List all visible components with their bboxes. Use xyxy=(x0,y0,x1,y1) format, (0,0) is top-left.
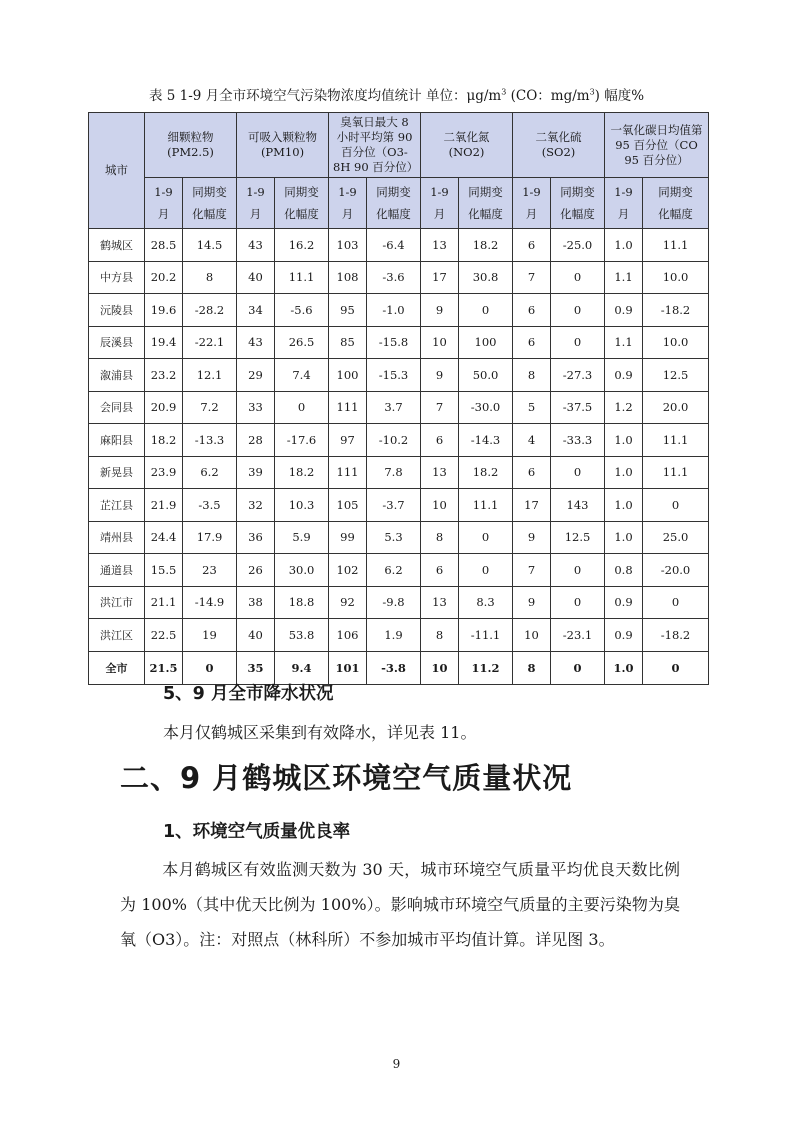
value-cell: 10 xyxy=(421,326,459,359)
value-cell: -23.1 xyxy=(551,619,605,652)
value-cell: 6 xyxy=(421,424,459,457)
value-cell: 1.9 xyxy=(367,619,421,652)
value-cell: 0 xyxy=(643,586,709,619)
value-cell: 102 xyxy=(329,554,367,587)
value-cell: 26.5 xyxy=(275,326,329,359)
value-cell: 0 xyxy=(551,294,605,327)
value-cell: -1.0 xyxy=(367,294,421,327)
value-cell: 6 xyxy=(513,326,551,359)
value-cell: -3.5 xyxy=(183,489,237,522)
value-cell: 30.8 xyxy=(459,261,513,294)
value-cell: 21.9 xyxy=(145,489,183,522)
value-cell: 11.2 xyxy=(459,651,513,684)
value-cell: 0 xyxy=(183,651,237,684)
value-cell: 1.0 xyxy=(605,229,643,262)
city-name-cell: 全市 xyxy=(89,651,145,684)
city-name-cell: 鹤城区 xyxy=(89,229,145,262)
value-cell: 29 xyxy=(237,359,275,392)
value-cell: 1.2 xyxy=(605,391,643,424)
city-name-cell: 洪江区 xyxy=(89,619,145,652)
city-name-cell: 麻阳县 xyxy=(89,424,145,457)
value-cell: 18.2 xyxy=(145,424,183,457)
value-cell: 20.0 xyxy=(643,391,709,424)
table-row xyxy=(89,261,709,294)
subheader-change: 同期变 化幅度 xyxy=(367,178,421,229)
group-header-co: 一氧化碳日均值第 95 百分位（CO 95 百分位） xyxy=(605,113,709,178)
value-cell: 40 xyxy=(237,619,275,652)
value-cell: 7 xyxy=(513,261,551,294)
value-cell: -3.8 xyxy=(367,651,421,684)
value-cell: 0 xyxy=(551,586,605,619)
city-name-cell: 新晃县 xyxy=(89,456,145,489)
value-cell: 23.2 xyxy=(145,359,183,392)
subheader-change: 同期变 化幅度 xyxy=(183,178,237,229)
subheader-month: 1-9 月 xyxy=(421,178,459,229)
value-cell: 26 xyxy=(237,554,275,587)
value-cell: 92 xyxy=(329,586,367,619)
value-cell: 6 xyxy=(513,456,551,489)
value-cell: 0.9 xyxy=(605,359,643,392)
pollutant-table xyxy=(88,112,709,685)
value-cell: 0.9 xyxy=(605,294,643,327)
value-cell: 97 xyxy=(329,424,367,457)
value-cell: 6.2 xyxy=(183,456,237,489)
value-cell: 1.1 xyxy=(605,326,643,359)
value-cell: 0 xyxy=(275,391,329,424)
value-cell: 40 xyxy=(237,261,275,294)
value-cell: -11.1 xyxy=(459,619,513,652)
value-cell: 43 xyxy=(237,229,275,262)
value-cell: -37.5 xyxy=(551,391,605,424)
value-cell: -13.3 xyxy=(183,424,237,457)
subheader-month: 1-9 月 xyxy=(513,178,551,229)
value-cell: 1.1 xyxy=(605,261,643,294)
value-cell: 25.0 xyxy=(643,521,709,554)
value-cell: 17 xyxy=(421,261,459,294)
table-row xyxy=(89,456,709,489)
subheader-month: 1-9 月 xyxy=(237,178,275,229)
table-row xyxy=(89,294,709,327)
value-cell: -5.6 xyxy=(275,294,329,327)
value-cell: 38 xyxy=(237,586,275,619)
value-cell: -14.9 xyxy=(183,586,237,619)
city-name-cell: 沅陵县 xyxy=(89,294,145,327)
table-row xyxy=(89,554,709,587)
value-cell: 8 xyxy=(183,261,237,294)
value-cell: 3.7 xyxy=(367,391,421,424)
city-name-cell: 辰溪县 xyxy=(89,326,145,359)
value-cell: 6.2 xyxy=(367,554,421,587)
page-number: 9 xyxy=(392,1057,401,1071)
value-cell: 105 xyxy=(329,489,367,522)
value-cell: 39 xyxy=(237,456,275,489)
city-name-cell: 洪江市 xyxy=(89,586,145,619)
value-cell: 16.2 xyxy=(275,229,329,262)
value-cell: -20.0 xyxy=(643,554,709,587)
value-cell: 14.5 xyxy=(183,229,237,262)
value-cell: -17.6 xyxy=(275,424,329,457)
value-cell: 9 xyxy=(513,586,551,619)
value-cell: 100 xyxy=(329,359,367,392)
value-cell: 10 xyxy=(421,651,459,684)
value-cell: 34 xyxy=(237,294,275,327)
value-cell: 0 xyxy=(643,651,709,684)
group-header-pm10: 可吸入颗粒物 (PM10) xyxy=(237,113,329,178)
value-cell: 1.0 xyxy=(605,489,643,522)
subheader-month: 1-9 月 xyxy=(329,178,367,229)
value-cell: -30.0 xyxy=(459,391,513,424)
value-cell: 8 xyxy=(513,359,551,392)
value-cell: 4 xyxy=(513,424,551,457)
value-cell: 10 xyxy=(513,619,551,652)
value-cell: 19 xyxy=(183,619,237,652)
value-cell: 53.8 xyxy=(275,619,329,652)
value-cell: 108 xyxy=(329,261,367,294)
value-cell: 1.0 xyxy=(605,521,643,554)
value-cell: 28 xyxy=(237,424,275,457)
value-cell: 0.8 xyxy=(605,554,643,587)
value-cell: 7.4 xyxy=(275,359,329,392)
value-cell: 11.1 xyxy=(275,261,329,294)
value-cell: 7 xyxy=(421,391,459,424)
subheader-change: 同期变 化幅度 xyxy=(643,178,709,229)
value-cell: 143 xyxy=(551,489,605,522)
table-body xyxy=(89,229,709,685)
subheader-change: 同期变 化幅度 xyxy=(275,178,329,229)
value-cell: 0 xyxy=(551,326,605,359)
value-cell: 20.9 xyxy=(145,391,183,424)
subheader-month: 1-9 月 xyxy=(145,178,183,229)
value-cell: 23 xyxy=(183,554,237,587)
value-cell: 1.0 xyxy=(605,456,643,489)
value-cell: -10.2 xyxy=(367,424,421,457)
value-cell: 0.9 xyxy=(605,586,643,619)
value-cell: 10.3 xyxy=(275,489,329,522)
value-cell: -27.3 xyxy=(551,359,605,392)
value-cell: 0 xyxy=(551,261,605,294)
value-cell: 17.9 xyxy=(183,521,237,554)
value-cell: -33.3 xyxy=(551,424,605,457)
value-cell: 32 xyxy=(237,489,275,522)
city-name-cell: 芷江县 xyxy=(89,489,145,522)
value-cell: 19.4 xyxy=(145,326,183,359)
value-cell: 13 xyxy=(421,456,459,489)
value-cell: 111 xyxy=(329,391,367,424)
subheader-change: 同期变 化幅度 xyxy=(551,178,605,229)
value-cell: 1.0 xyxy=(605,424,643,457)
value-cell: 0 xyxy=(551,456,605,489)
value-cell: 5 xyxy=(513,391,551,424)
value-cell: -28.2 xyxy=(183,294,237,327)
city-name-cell: 靖州县 xyxy=(89,521,145,554)
value-cell: 9 xyxy=(513,521,551,554)
value-cell: 6 xyxy=(513,229,551,262)
value-cell: 85 xyxy=(329,326,367,359)
city-name-cell: 中方县 xyxy=(89,261,145,294)
value-cell: 106 xyxy=(329,619,367,652)
value-cell: 18.2 xyxy=(459,229,513,262)
value-cell: 21.5 xyxy=(145,651,183,684)
value-cell: -15.3 xyxy=(367,359,421,392)
value-cell: 10.0 xyxy=(643,261,709,294)
table-row xyxy=(89,359,709,392)
value-cell: -14.3 xyxy=(459,424,513,457)
body-paragraph: 本月鹤城区有效监测天数为 30 天，城市环境空气质量平均优良天数比例为 100%（其中优天比例为 100%）。影响城市环境空气质量的主要污染物为臭氧（O3）。注：对照点（林科所）不参加城市平均值计算。详见图 3。 xyxy=(120,860,680,949)
table-row xyxy=(89,619,709,652)
subheader-month: 1-9 月 xyxy=(605,178,643,229)
value-cell: 18.2 xyxy=(275,456,329,489)
value-cell: 18.2 xyxy=(459,456,513,489)
value-cell: 8 xyxy=(421,521,459,554)
value-cell: 0 xyxy=(459,554,513,587)
value-cell: 12.5 xyxy=(643,359,709,392)
value-cell: 0 xyxy=(459,294,513,327)
value-cell: 9 xyxy=(421,359,459,392)
city-name-cell: 通道县 xyxy=(89,554,145,587)
value-cell: 35 xyxy=(237,651,275,684)
value-cell: 30.0 xyxy=(275,554,329,587)
value-cell: -3.6 xyxy=(367,261,421,294)
value-cell: 50.0 xyxy=(459,359,513,392)
value-cell: 6 xyxy=(513,294,551,327)
value-cell: 7.2 xyxy=(183,391,237,424)
table-row xyxy=(89,424,709,457)
table-row xyxy=(89,391,709,424)
value-cell: 0.9 xyxy=(605,619,643,652)
value-cell: 22.5 xyxy=(145,619,183,652)
value-cell: 5.3 xyxy=(367,521,421,554)
value-cell: 0 xyxy=(459,521,513,554)
value-cell: 13 xyxy=(421,229,459,262)
value-cell: 23.9 xyxy=(145,456,183,489)
table-row xyxy=(89,489,709,522)
value-cell: 111 xyxy=(329,456,367,489)
subheader-row xyxy=(89,178,709,229)
value-cell: 0 xyxy=(551,554,605,587)
value-cell: -18.2 xyxy=(643,294,709,327)
value-cell: 12.5 xyxy=(551,521,605,554)
group-header-so2: 二氧化硫 (SO2) xyxy=(513,113,605,178)
value-cell: 9 xyxy=(421,294,459,327)
value-cell: 15.5 xyxy=(145,554,183,587)
value-cell: 10 xyxy=(421,489,459,522)
chapter-2-heading: 二、9 月鹤城区环境空气质量状况 xyxy=(120,761,573,795)
value-cell: 19.6 xyxy=(145,294,183,327)
group-header-no2: 二氧化氮 (NO2) xyxy=(421,113,513,178)
value-cell: 11.1 xyxy=(643,424,709,457)
value-cell: 21.1 xyxy=(145,586,183,619)
value-cell: 9.4 xyxy=(275,651,329,684)
value-cell: 103 xyxy=(329,229,367,262)
value-cell: 24.4 xyxy=(145,521,183,554)
value-cell: 11.1 xyxy=(459,489,513,522)
value-cell: 17 xyxy=(513,489,551,522)
group-header-o3: 臭氧日最大 8 小时平均第 90 百分位（O3-8H 90 百分位） xyxy=(329,113,421,178)
value-cell: -15.8 xyxy=(367,326,421,359)
value-cell: 8 xyxy=(421,619,459,652)
table-row xyxy=(89,229,709,262)
value-cell: 5.9 xyxy=(275,521,329,554)
value-cell: 100 xyxy=(459,326,513,359)
value-cell: 13 xyxy=(421,586,459,619)
value-cell: 43 xyxy=(237,326,275,359)
value-cell: 1.0 xyxy=(605,651,643,684)
city-name-cell: 会同县 xyxy=(89,391,145,424)
city-header: 城市 xyxy=(89,113,145,229)
value-cell: 33 xyxy=(237,391,275,424)
value-cell: 36 xyxy=(237,521,275,554)
value-cell: 11.1 xyxy=(643,456,709,489)
value-cell: 99 xyxy=(329,521,367,554)
section-5-text: 本月仅鹤城区采集到有效降水，详见表 11。 xyxy=(163,723,477,742)
value-cell: 6 xyxy=(421,554,459,587)
value-cell: 18.8 xyxy=(275,586,329,619)
value-cell: -6.4 xyxy=(367,229,421,262)
table-row xyxy=(89,521,709,554)
table-row xyxy=(89,586,709,619)
subheader-change: 同期变 化幅度 xyxy=(459,178,513,229)
value-cell: 10.0 xyxy=(643,326,709,359)
table-caption: 表 5 1-9 月全市环境空气污染物浓度均值统计 单位：$\mu g/m^3$ (CO：$mg/m^3$) 幅度% xyxy=(148,87,645,104)
section-5-heading: 5、9 月全市降水状况 xyxy=(163,684,334,704)
value-cell: 7.8 xyxy=(367,456,421,489)
value-cell: -22.1 xyxy=(183,326,237,359)
value-cell: 8.3 xyxy=(459,586,513,619)
value-cell: 0 xyxy=(643,489,709,522)
section-1-heading: 1、环境空气质量优良率 xyxy=(163,822,351,842)
value-cell: 0 xyxy=(551,651,605,684)
value-cell: -25.0 xyxy=(551,229,605,262)
value-cell: 11.1 xyxy=(643,229,709,262)
table-row xyxy=(89,326,709,359)
group-header-pm25: 细颗粒物 (PM2.5) xyxy=(145,113,237,178)
value-cell: 12.1 xyxy=(183,359,237,392)
value-cell: -9.8 xyxy=(367,586,421,619)
value-cell: -18.2 xyxy=(643,619,709,652)
value-cell: 7 xyxy=(513,554,551,587)
value-cell: -3.7 xyxy=(367,489,421,522)
value-cell: 101 xyxy=(329,651,367,684)
value-cell: 20.2 xyxy=(145,261,183,294)
value-cell: 95 xyxy=(329,294,367,327)
city-name-cell: 溆浦县 xyxy=(89,359,145,392)
value-cell: 8 xyxy=(513,651,551,684)
value-cell: 28.5 xyxy=(145,229,183,262)
